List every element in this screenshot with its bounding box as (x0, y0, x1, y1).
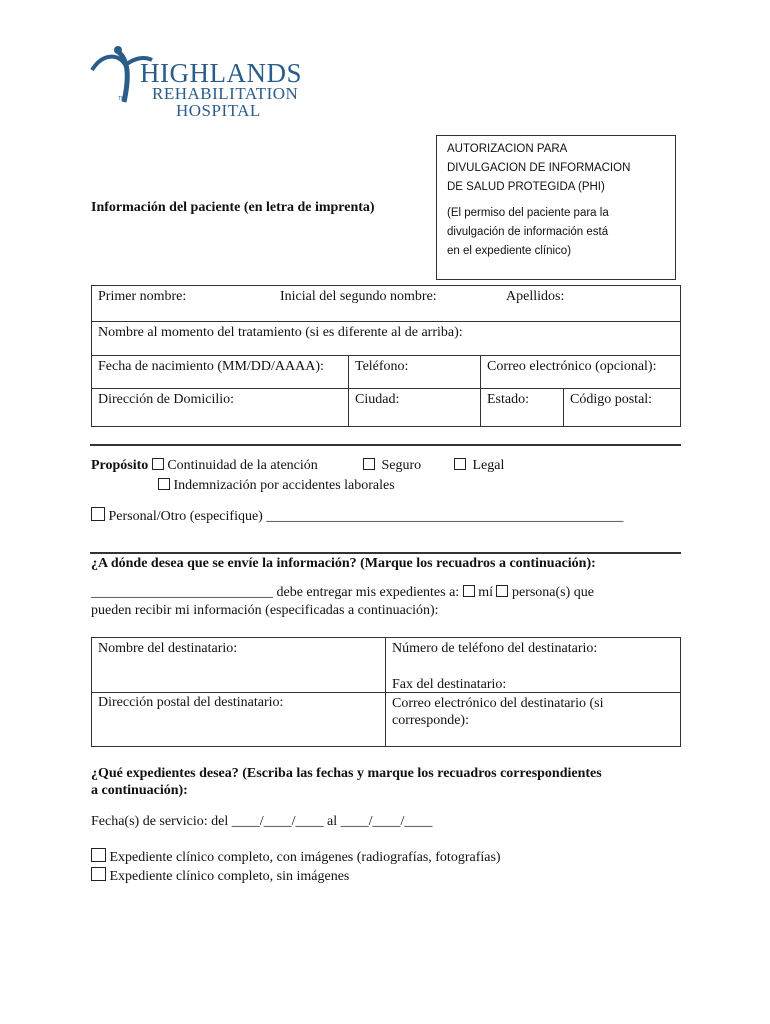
auth-title-line1: AUTORIZACION PARA (447, 143, 568, 155)
logo-brand-line1: HIGHLANDS (140, 58, 302, 88)
records-option-with-images (91, 848, 501, 866)
auth-note-line1: (El permiso del paciente para la (447, 207, 609, 219)
legal-label: Legal (472, 458, 505, 473)
recipient-table (91, 637, 681, 747)
purpose-label: Propósito (91, 458, 149, 473)
zip-field[interactable] (564, 389, 681, 427)
recipient-phone-label: Número de teléfono del destinatario: (392, 641, 598, 656)
recipient-phone-field[interactable] (386, 638, 681, 693)
city-field[interactable] (349, 389, 481, 427)
recipient-address-field[interactable] (92, 693, 386, 747)
records-heading-line1: ¿Qué expedientes desea? (Escriba las fechas y marque los recuadros correspondientes (91, 766, 602, 781)
hospital-logo (88, 44, 308, 118)
phone-label: Teléfono: (355, 359, 409, 374)
other-label: Personal/Otro (especifique) ___________________________________________________ (108, 509, 624, 524)
with-images-label: Expediente clínico completo, con imágenes (radiografías, fotografías) (109, 850, 501, 865)
records-option-without-images (91, 867, 349, 885)
section-divider (90, 552, 681, 554)
insurance-checkbox[interactable] (363, 458, 375, 470)
treatment-name-label: Nombre al momento del tratamiento (si es diferente al de arriba): (98, 325, 463, 340)
recipient-email-label-2: corresponde): (392, 713, 469, 728)
insurance-option (363, 458, 421, 474)
service-dates[interactable]: Fecha(s) de servicio: del ____/____/____ al ____/____/____ (91, 814, 433, 829)
other-option (91, 507, 623, 525)
logo-brand-line2: REHABILITATION (152, 84, 299, 103)
me-checkbox[interactable] (463, 585, 475, 597)
destination-line1 (91, 585, 594, 601)
address-field[interactable] (92, 389, 349, 427)
auth-title-line2: DIVULGACION DE INFORMACION (447, 162, 631, 174)
last-name-label: Apellidos: (506, 289, 565, 304)
recipient-email-label-1: Correo electrónico del destinatario (si (392, 696, 604, 711)
state-field[interactable] (481, 389, 564, 427)
logo-tm: TM (118, 96, 126, 102)
recipient-name-field[interactable] (92, 638, 386, 693)
state-label: Estado: (487, 392, 529, 407)
authorization-box (436, 135, 676, 280)
zip-label: Código postal: (570, 392, 653, 407)
section-divider (90, 444, 681, 446)
recipient-name-label: Nombre del destinatario: (98, 641, 238, 656)
legal-option (454, 458, 504, 474)
dob-label: Fecha de nacimiento (MM/DD/AAAA): (98, 359, 324, 374)
auth-note-line3: en el expediente clínico) (447, 245, 572, 257)
me-label: mí (478, 585, 493, 600)
continuity-label: Continuidad de la atención (167, 458, 318, 473)
address-label: Dirección de Domicilio: (98, 392, 235, 407)
records-heading-line2: a continuación): (91, 783, 188, 798)
middle-initial-label: Inicial del segundo nombre: (280, 289, 437, 304)
recipient-fax-label: Fax del destinatario: (392, 677, 507, 692)
deliver-to-text: __________________________ debe entregar mis expedientes a: (91, 585, 460, 600)
destination-line2: pueden recibir mi información (especificadas a continuación): (91, 603, 439, 618)
dob-field[interactable] (92, 356, 349, 389)
patient-info-table (91, 285, 681, 427)
auth-note-line2: divulgación de información está (447, 226, 609, 238)
patient-name-row[interactable] (92, 286, 681, 322)
without-images-label: Expediente clínico completo, sin imágenes (109, 869, 350, 884)
continuity-checkbox[interactable] (152, 458, 164, 470)
auth-title-line3: DE SALUD PROTEGIDA (PHI) (447, 181, 605, 193)
treatment-name-field[interactable] (92, 322, 681, 356)
purpose-row (91, 458, 318, 474)
persons-label: persona(s) que (511, 585, 595, 600)
email-field[interactable] (481, 356, 681, 389)
first-name-label: Primer nombre: (98, 289, 187, 304)
insurance-label: Seguro (381, 458, 422, 473)
with-images-checkbox[interactable] (91, 848, 106, 862)
phone-field[interactable] (349, 356, 481, 389)
patient-info-heading: Información del paciente (en letra de imprenta) (91, 200, 375, 215)
logo-brand-line3: HOSPITAL (176, 101, 261, 117)
workers-comp-label: Indemnización por accidentes laborales (173, 478, 395, 493)
recipient-address-label: Dirección postal del destinatario: (98, 695, 284, 710)
email-label: Correo electrónico (opcional): (487, 359, 657, 374)
other-checkbox[interactable] (91, 507, 105, 521)
city-label: Ciudad: (355, 392, 400, 407)
legal-checkbox[interactable] (454, 458, 466, 470)
recipient-email-field[interactable] (386, 693, 681, 747)
without-images-checkbox[interactable] (91, 867, 106, 881)
persons-checkbox[interactable] (496, 585, 508, 597)
workers-comp-checkbox[interactable] (158, 478, 170, 490)
workers-comp-option (158, 478, 395, 494)
destination-heading: ¿A dónde desea que se envíe la información? (Marque los recuadros a continuación): (91, 556, 596, 571)
